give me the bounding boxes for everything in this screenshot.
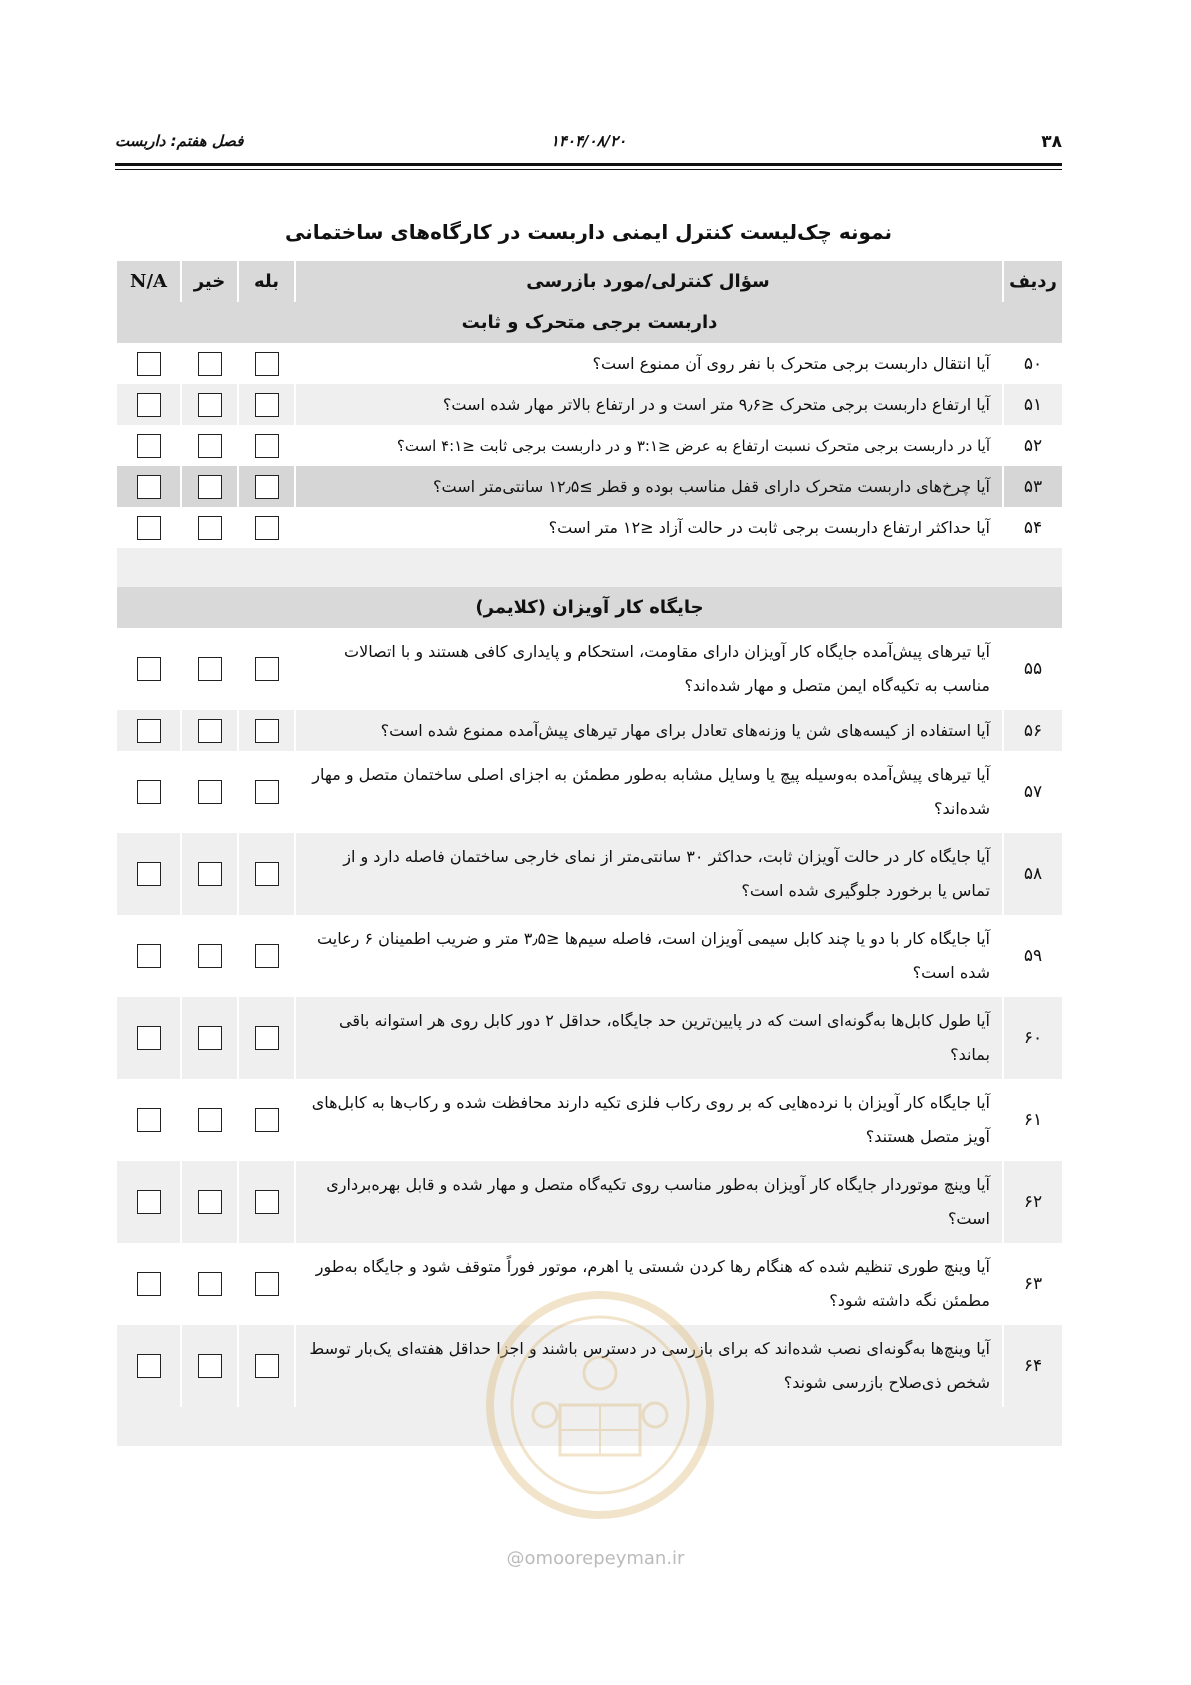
- col-question-header: سؤال کنترلی/مورد بازرسی: [295, 261, 1003, 302]
- na-checkbox[interactable]: [137, 719, 161, 743]
- na-checkbox-cell: [116, 833, 181, 915]
- spacer-cell: [116, 548, 1062, 587]
- yes-checkbox[interactable]: [255, 862, 279, 886]
- row-question: آیا در داربست برجی متحرک نسبت ارتفاع به عرض ≤۳:۱ و در داربست برجی ثابت ≤۴:۱ است؟: [295, 425, 1003, 466]
- spacer-row: [116, 548, 1062, 587]
- row-question: آیا استفاده از کیسه‌های شن یا وزنه‌های تعادل برای مهار تیرهای پیش‌آمده ممنوع شده است؟: [295, 710, 1003, 751]
- row-question: آیا طول کابل‌ها به‌گونه‌ای است که در پایین‌ترین حد جایگاه، حداقل ۲ دور کابل روی هر استوانه باقی بماند؟: [295, 997, 1003, 1079]
- yes-checkbox-cell: [238, 710, 295, 751]
- table-row: [116, 628, 1062, 710]
- no-checkbox-cell: [181, 384, 238, 425]
- no-checkbox-cell: [181, 343, 238, 384]
- yes-checkbox-cell: [238, 1243, 295, 1325]
- no-checkbox-cell: [181, 1161, 238, 1243]
- row-number: ۵۱: [1003, 384, 1062, 425]
- table-row: [116, 751, 1062, 833]
- yes-checkbox[interactable]: [255, 393, 279, 417]
- yes-checkbox[interactable]: [255, 1108, 279, 1132]
- row-question: آیا جایگاه کار با دو یا چند کابل سیمی آویزان است، فاصله سیم‌ها ≤۳٫۵ متر و ضریب اطمینان ۶ رعایت شده است؟: [295, 915, 1003, 997]
- no-checkbox[interactable]: [198, 516, 222, 540]
- col-yes-header: بله: [238, 261, 295, 302]
- row-number: ۵۹: [1003, 915, 1062, 997]
- yes-checkbox[interactable]: [255, 1354, 279, 1378]
- yes-checkbox[interactable]: [255, 516, 279, 540]
- table-row: [116, 466, 1062, 507]
- na-checkbox-cell: [116, 751, 181, 833]
- table-row: [116, 1325, 1062, 1407]
- yes-checkbox-cell: [238, 384, 295, 425]
- yes-checkbox[interactable]: [255, 657, 279, 681]
- yes-checkbox-cell: [238, 1079, 295, 1161]
- na-checkbox-cell: [116, 384, 181, 425]
- yes-checkbox-cell: [238, 507, 295, 548]
- na-checkbox-cell: [116, 1325, 181, 1407]
- no-checkbox-cell: [181, 915, 238, 997]
- col-no-header: خیر: [181, 261, 238, 302]
- yes-checkbox[interactable]: [255, 1190, 279, 1214]
- yes-checkbox-cell: [238, 343, 295, 384]
- row-question: آیا وینچ‌ها به‌گونه‌ای نصب شده‌اند که برای بازرسی در دسترس باشند و اجزا حداقل هفته‌ای یک‌بار توسط شخص ذی‌صلاح بازرسی شوند؟: [295, 1325, 1003, 1407]
- na-checkbox[interactable]: [137, 780, 161, 804]
- row-question: آیا چرخ‌های داربست متحرک دارای قفل مناسب بوده و قطر ≥۱۲٫۵ سانتی‌متر است؟: [295, 466, 1003, 507]
- na-checkbox-cell: [116, 997, 181, 1079]
- na-checkbox-cell: [116, 1079, 181, 1161]
- no-checkbox-cell: [181, 628, 238, 710]
- yes-checkbox[interactable]: [255, 719, 279, 743]
- na-checkbox[interactable]: [137, 475, 161, 499]
- table-row: [116, 833, 1062, 915]
- no-checkbox-cell: [181, 1243, 238, 1325]
- na-checkbox-cell: [116, 507, 181, 548]
- na-checkbox[interactable]: [137, 352, 161, 376]
- na-checkbox[interactable]: [137, 1108, 161, 1132]
- row-question: آیا انتقال داربست برجی متحرک با نفر روی آن ممنوع است؟: [295, 343, 1003, 384]
- spacer-row: [116, 1407, 1062, 1446]
- na-checkbox-cell: [116, 628, 181, 710]
- watermark-text: @omoorepeyman.ir: [506, 1548, 685, 1569]
- no-checkbox-cell: [181, 751, 238, 833]
- row-question: آیا جایگاه کار در حالت آویزان ثابت، حداکثر ۳۰ سانتی‌متر از نمای خارجی ساختمان فاصله دارد و از تماس یا برخورد جلوگیری شده است؟: [295, 833, 1003, 915]
- row-number: ۶۳: [1003, 1243, 1062, 1325]
- section-title: داربست برجی متحرک و ثابت: [116, 302, 1062, 343]
- na-checkbox-cell: [116, 1243, 181, 1325]
- row-number: ۵۸: [1003, 833, 1062, 915]
- no-checkbox-cell: [181, 997, 238, 1079]
- no-checkbox-cell: [181, 710, 238, 751]
- na-checkbox[interactable]: [137, 1272, 161, 1296]
- spacer-cell: [116, 1407, 1062, 1446]
- table-row: [116, 507, 1062, 548]
- row-number: ۵۴: [1003, 507, 1062, 548]
- no-checkbox[interactable]: [198, 657, 222, 681]
- row-number: ۶۴: [1003, 1325, 1062, 1407]
- no-checkbox-cell: [181, 507, 238, 548]
- section-header: [116, 302, 1062, 343]
- row-question: آیا ارتفاع داربست برجی متحرک ≤۹٫۶ متر است و در ارتفاع بالاتر مهار شده است؟: [295, 384, 1003, 425]
- no-checkbox[interactable]: [198, 1108, 222, 1132]
- row-number: ۵۳: [1003, 466, 1062, 507]
- row-number: ۵۲: [1003, 425, 1062, 466]
- table-row: [116, 384, 1062, 425]
- no-checkbox[interactable]: [198, 1190, 222, 1214]
- table-row: [116, 1243, 1062, 1325]
- no-checkbox-cell: [181, 1079, 238, 1161]
- table-header-row: [116, 261, 1062, 302]
- yes-checkbox-cell: [238, 751, 295, 833]
- header-date: ۱۴۰۴/۰۸/۲۰: [550, 132, 627, 150]
- no-checkbox[interactable]: [198, 719, 222, 743]
- na-checkbox[interactable]: [137, 1190, 161, 1214]
- yes-checkbox-cell: [238, 628, 295, 710]
- row-number: ۵۰: [1003, 343, 1062, 384]
- na-checkbox-cell: [116, 915, 181, 997]
- header-rule-thin: [115, 169, 1062, 170]
- no-checkbox[interactable]: [198, 1354, 222, 1378]
- page-number: ۳۸: [1041, 132, 1062, 152]
- no-checkbox-cell: [181, 466, 238, 507]
- table-row: [116, 997, 1062, 1079]
- row-number: ۵۶: [1003, 710, 1062, 751]
- no-checkbox[interactable]: [198, 1272, 222, 1296]
- yes-checkbox-cell: [238, 466, 295, 507]
- yes-checkbox[interactable]: [255, 780, 279, 804]
- section-title: جایگاه کار آویزان (کلایمر): [116, 587, 1062, 628]
- row-number: ۵۷: [1003, 751, 1062, 833]
- table-row: [116, 915, 1062, 997]
- table-row: [116, 1079, 1062, 1161]
- no-checkbox[interactable]: [198, 862, 222, 886]
- table-row: [116, 710, 1062, 751]
- table-row: [116, 1161, 1062, 1243]
- na-checkbox-cell: [116, 466, 181, 507]
- no-checkbox[interactable]: [198, 1026, 222, 1050]
- na-checkbox-cell: [116, 710, 181, 751]
- chapter-title: فصل هفتم: داربست: [115, 132, 244, 150]
- no-checkbox[interactable]: [198, 780, 222, 804]
- no-checkbox[interactable]: [198, 393, 222, 417]
- na-checkbox[interactable]: [137, 434, 161, 458]
- no-checkbox-cell: [181, 833, 238, 915]
- row-question: آیا تیرهای پیش‌آمده جایگاه کار آویزان دارای مقاومت، استحکام و پایداری کافی هستند و با اتصالات مناسب به تکیه‌گاه ایمن متصل و مهار شده‌اند؟: [295, 628, 1003, 710]
- row-number: ۶۱: [1003, 1079, 1062, 1161]
- na-checkbox-cell: [116, 1161, 181, 1243]
- yes-checkbox[interactable]: [255, 1272, 279, 1296]
- row-question: آیا حداکثر ارتفاع داربست برجی ثابت در حالت آزاد ≤۱۲ متر است؟: [295, 507, 1003, 548]
- table-row: [116, 343, 1062, 384]
- na-checkbox[interactable]: [137, 516, 161, 540]
- yes-checkbox-cell: [238, 1161, 295, 1243]
- yes-checkbox-cell: [238, 997, 295, 1079]
- na-checkbox-cell: [116, 343, 181, 384]
- yes-checkbox-cell: [238, 1325, 295, 1407]
- no-checkbox[interactable]: [198, 475, 222, 499]
- col-na-header: N/A: [116, 261, 181, 302]
- yes-checkbox[interactable]: [255, 475, 279, 499]
- section-header: [116, 587, 1062, 628]
- na-checkbox[interactable]: [137, 862, 161, 886]
- yes-checkbox[interactable]: [255, 434, 279, 458]
- na-checkbox[interactable]: [137, 393, 161, 417]
- row-number: ۵۵: [1003, 628, 1062, 710]
- table-row: [116, 425, 1062, 466]
- page-header: [115, 126, 1062, 156]
- yes-checkbox[interactable]: [255, 352, 279, 376]
- no-checkbox[interactable]: [198, 434, 222, 458]
- na-checkbox[interactable]: [137, 1354, 161, 1378]
- yes-checkbox[interactable]: [255, 944, 279, 968]
- checklist-title: نمونه چک‌لیست کنترل ایمنی داربست در کارگاه‌های ساختمانی: [284, 220, 893, 244]
- no-checkbox[interactable]: [198, 944, 222, 968]
- col-num-header: ردیف: [1003, 261, 1062, 302]
- row-number: ۶۲: [1003, 1161, 1062, 1243]
- row-number: ۶۰: [1003, 997, 1062, 1079]
- na-checkbox[interactable]: [137, 1026, 161, 1050]
- yes-checkbox-cell: [238, 833, 295, 915]
- no-checkbox-cell: [181, 1325, 238, 1407]
- yes-checkbox[interactable]: [255, 1026, 279, 1050]
- no-checkbox-cell: [181, 425, 238, 466]
- row-question: آیا جایگاه کار آویزان با نرده‌هایی که بر روی رکاب فلزی تکیه دارند محافظت شده و رکاب‌ها به کابل‌های آویز متصل هستند؟: [295, 1079, 1003, 1161]
- row-question: آیا وینچ موتوردار جایگاه کار آویزان به‌طور مناسب روی تکیه‌گاه متصل و مهار شده و قابل بهره‌برداری است؟: [295, 1161, 1003, 1243]
- yes-checkbox-cell: [238, 915, 295, 997]
- yes-checkbox-cell: [238, 425, 295, 466]
- na-checkbox[interactable]: [137, 657, 161, 681]
- na-checkbox[interactable]: [137, 944, 161, 968]
- checklist-table: [115, 261, 1062, 1446]
- header-rule-thick: [115, 163, 1062, 166]
- na-checkbox-cell: [116, 425, 181, 466]
- no-checkbox[interactable]: [198, 352, 222, 376]
- row-question: آیا وینچ طوری تنظیم شده که هنگام رها کردن شستی یا اهرم، موتور فوراً متوقف شود و جایگاه به‌طور مطمئن نگه داشته شود؟: [295, 1243, 1003, 1325]
- row-question: آیا تیرهای پیش‌آمده به‌وسیله پیچ یا وسایل مشابه به‌طور مطمئن به اجزای اصلی ساختمان متصل و مهار شده‌اند؟: [295, 751, 1003, 833]
